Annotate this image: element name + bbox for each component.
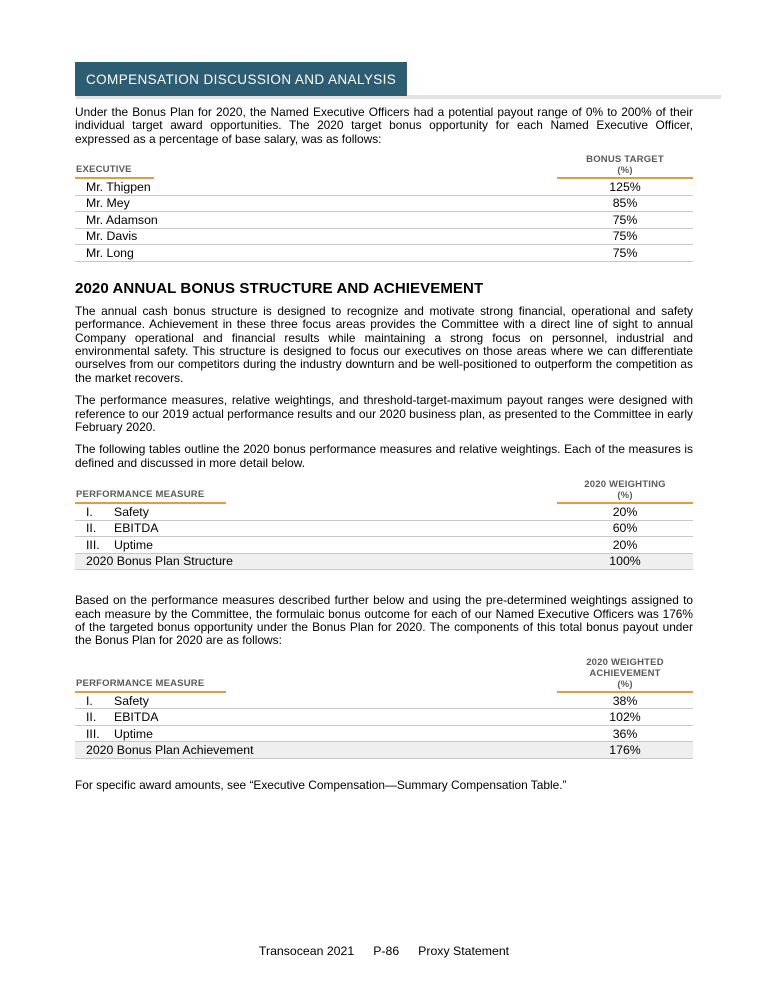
performance-measure-column-header: PERFORMANCE MEASURE bbox=[75, 678, 226, 693]
section-heading: 2020 ANNUAL BONUS STRUCTURE AND ACHIEVEMENT bbox=[75, 279, 484, 297]
footer-brand: Transocean 2021 bbox=[258, 944, 355, 958]
executive-column-header: EXECUTIVE bbox=[75, 164, 154, 179]
table-row bbox=[75, 212, 693, 229]
achievement-value: 36% bbox=[612, 726, 638, 741]
achievement-value: 38% bbox=[612, 693, 638, 708]
intro-paragraph: Under the Bonus Plan for 2020, the Named Executive Officers had a potential payout range of 0% to 200% of their individual target award opportunities. The 2020 target bonus opportunity for each Named Executive Officer, expressed as a percentage of base salary, was as follows: bbox=[75, 105, 693, 146]
footer-label: Proxy Statement bbox=[418, 944, 510, 958]
table-row bbox=[75, 179, 693, 196]
closing-note: For specific award amounts, see “Executive Compensation—Summary Compensation Table.” bbox=[75, 777, 567, 792]
footer-page-number: P-86 bbox=[373, 944, 400, 958]
total-value: 176% bbox=[609, 743, 641, 758]
measure-label: Uptime bbox=[114, 726, 153, 741]
row-numeral: II. bbox=[86, 521, 97, 536]
table-row bbox=[75, 229, 693, 246]
achievement-paragraph: Based on the performance measures described further below and using the pre-determined weightings assigned to each measure by the Committee, the formulaic bonus outcome for each of our Named Executive Officers was 176% of the targeted bonus opportunity under the Bonus Plan for 2020. The components of this total bonus payout under the Bonus Plan for 2020 are as follows: bbox=[75, 593, 693, 648]
measure-label: EBITDA bbox=[114, 521, 159, 536]
table-row bbox=[75, 521, 693, 538]
total-value: 100% bbox=[609, 554, 641, 569]
bonus-structure-paragraph-1: The annual cash bonus structure is designed to recognize and motivate strong financial, operational and safety performance. Achievement in these three focus areas provides the Committee with a direct line of sight to annual Company operational and financial results while maintaining a strong focus on personnel, industrial and environmental safety. This structure is designed to focus our executives on those areas where we can differentiate ourselves from our competitors during the industry downturn and be well-positioned to outperform the competition as the market recovers. bbox=[75, 303, 693, 385]
table-total-row bbox=[75, 742, 693, 759]
bonus-structure-paragraph-2: The performance measures, relative weightings, and threshold-target-maximum payout ranges were designed with reference to our 2019 actual performance results and our 2020 business plan, as presented to the Committee in early February 2020. bbox=[75, 393, 693, 434]
table-row bbox=[75, 245, 693, 262]
achievement-table bbox=[75, 657, 693, 759]
section-banner bbox=[75, 62, 693, 100]
bonus-target-value: 85% bbox=[612, 196, 638, 211]
banner-title: COMPENSATION DISCUSSION AND ANALYSIS bbox=[75, 62, 407, 96]
weighting-column-header bbox=[557, 479, 693, 504]
row-numeral: II. bbox=[86, 710, 97, 725]
weighting-header-line2: (%) bbox=[617, 490, 633, 502]
bonus-structure-paragraph-3: The following tables outline the 2020 bonus performance measures and relative weightings. Each of the measures is defined and discussed in more detail below. bbox=[75, 442, 693, 470]
table-row bbox=[75, 726, 693, 743]
table-total-row bbox=[75, 554, 693, 571]
row-numeral: I. bbox=[86, 693, 93, 708]
measure-label: Safety bbox=[114, 693, 149, 708]
bonus-target-value: 75% bbox=[612, 245, 638, 260]
table-row bbox=[75, 537, 693, 554]
bonus-target-header-line2: (%) bbox=[617, 165, 633, 177]
weighting-value: 20% bbox=[612, 504, 638, 519]
achievement-column-header bbox=[557, 657, 693, 693]
achievement-value: 102% bbox=[609, 710, 641, 725]
table-row bbox=[75, 709, 693, 726]
weighting-value: 20% bbox=[612, 537, 638, 552]
bonus-target-value: 75% bbox=[612, 212, 638, 227]
bonus-target-table bbox=[75, 154, 693, 262]
achievement-table-header bbox=[75, 657, 693, 693]
table-row bbox=[75, 196, 693, 213]
weighting-header-line1: 2020 WEIGHTING bbox=[584, 479, 666, 491]
achievement-header-line1: 2020 WEIGHTED bbox=[586, 656, 664, 668]
bonus-target-header-line1: BONUS TARGET bbox=[586, 154, 664, 166]
executive-name: Mr. Thigpen bbox=[86, 179, 151, 194]
performance-measure-column-header: PERFORMANCE MEASURE bbox=[75, 489, 226, 504]
weighting-value: 60% bbox=[612, 521, 638, 536]
weighting-table-header bbox=[75, 479, 693, 504]
achievement-header-line2: ACHIEVEMENT bbox=[589, 667, 661, 679]
weighting-table bbox=[75, 479, 693, 570]
bonus-target-column-header bbox=[557, 154, 693, 179]
executive-name: Mr. Adamson bbox=[86, 212, 158, 227]
bonus-target-value: 125% bbox=[609, 179, 641, 194]
row-numeral: III. bbox=[86, 726, 100, 741]
page-footer bbox=[0, 944, 768, 958]
table-row bbox=[75, 693, 693, 710]
row-numeral: III. bbox=[86, 537, 100, 552]
row-numeral: I. bbox=[86, 504, 93, 519]
measure-label: Safety bbox=[114, 504, 149, 519]
bonus-target-value: 75% bbox=[612, 229, 638, 244]
executive-name: Mr. Long bbox=[86, 245, 134, 260]
executive-name: Mr. Davis bbox=[86, 229, 138, 244]
executive-name: Mr. Mey bbox=[86, 196, 130, 211]
measure-label: EBITDA bbox=[114, 710, 159, 725]
achievement-header-line3: (%) bbox=[617, 678, 633, 690]
measure-label: Uptime bbox=[114, 537, 153, 552]
table-row bbox=[75, 504, 693, 521]
bonus-target-table-header bbox=[75, 154, 693, 179]
total-label: 2020 Bonus Plan Structure bbox=[86, 554, 233, 569]
total-label: 2020 Bonus Plan Achievement bbox=[86, 743, 254, 758]
